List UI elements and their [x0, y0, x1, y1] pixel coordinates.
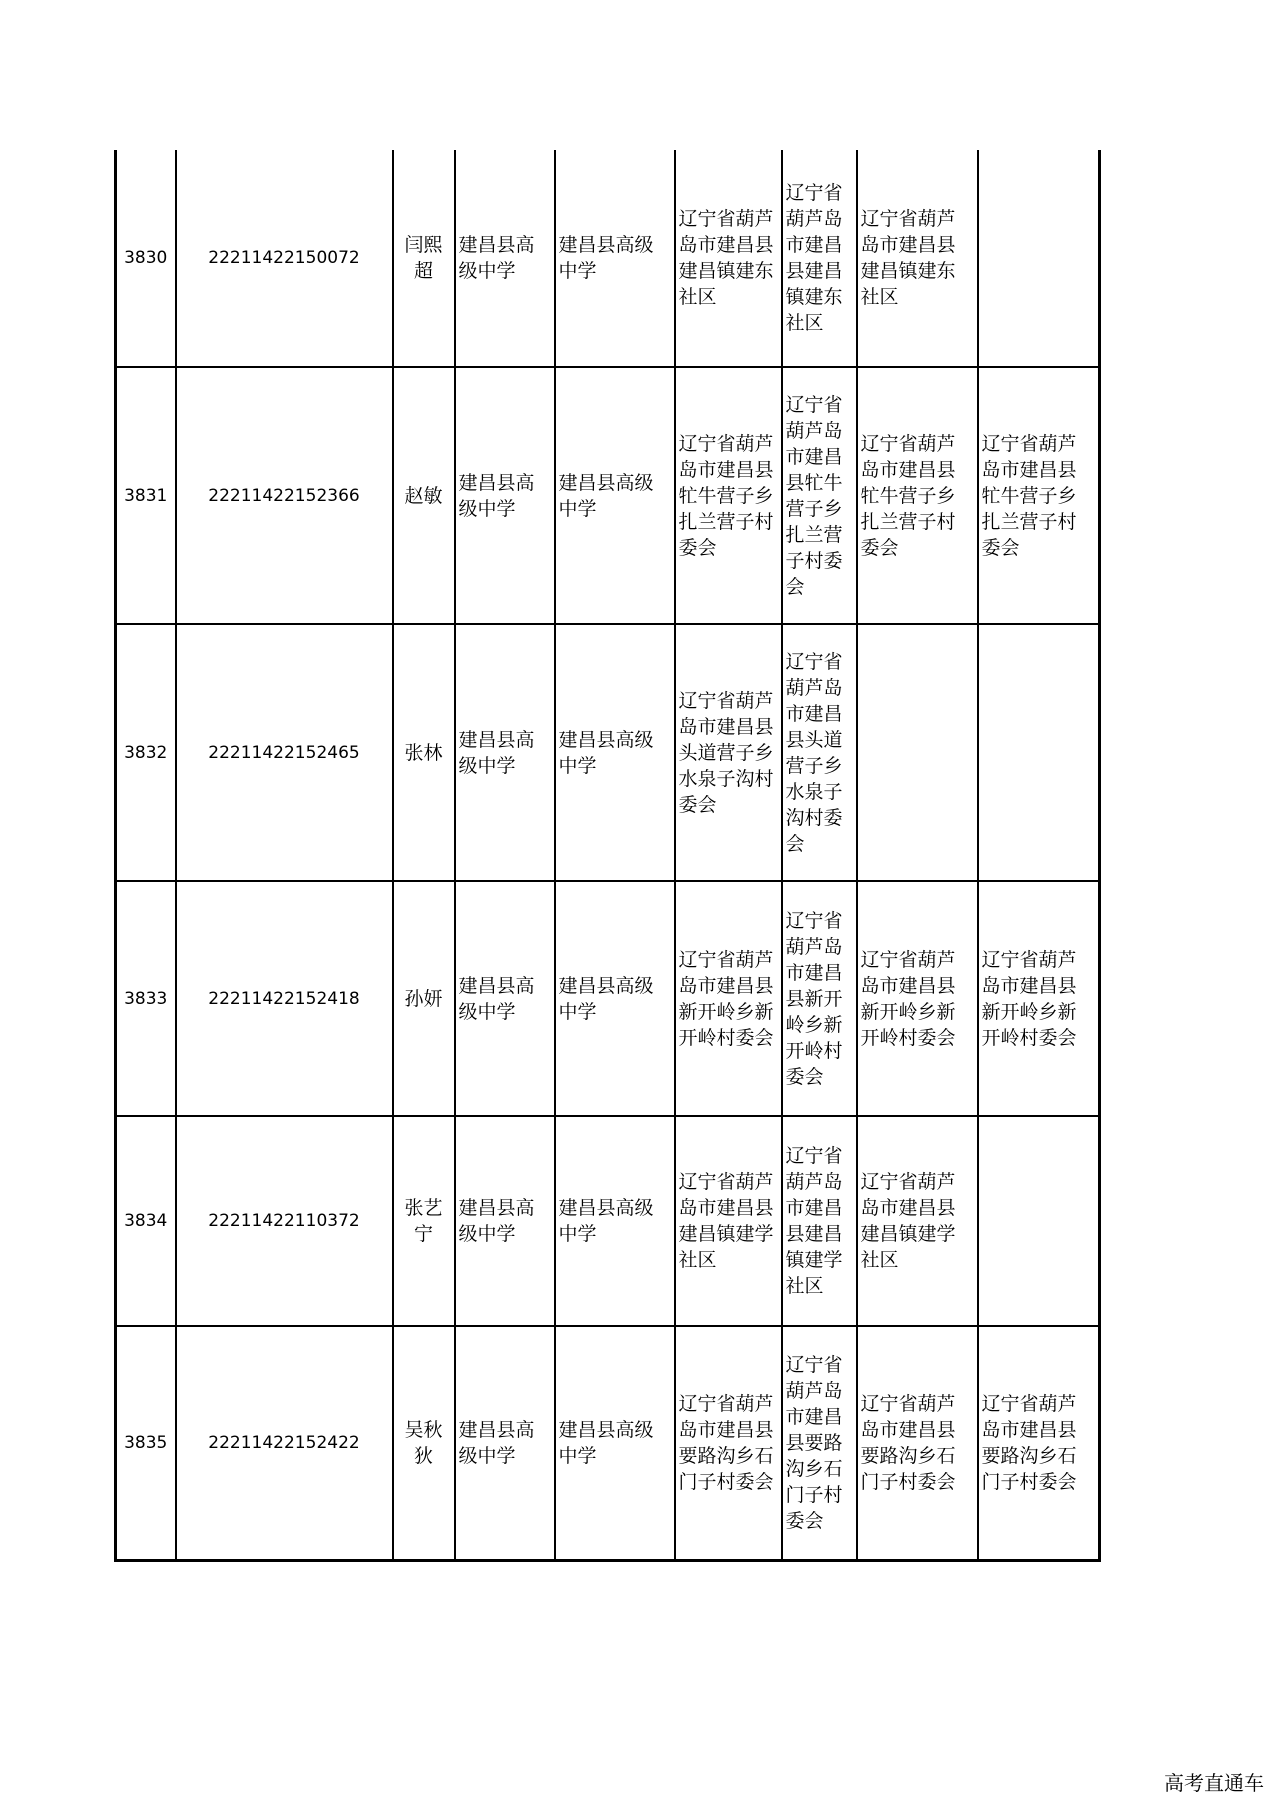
exam-id: 22211422152418	[176, 881, 393, 1116]
student-name: 闫熙超	[393, 150, 455, 367]
school-name: 建昌县高级中学	[455, 367, 555, 624]
address-1: 辽宁省葫芦岛市建昌县建昌镇建东社区	[675, 150, 782, 367]
table-row	[116, 624, 1100, 881]
school-name: 建昌县高级中学	[455, 624, 555, 881]
address-4: 辽宁省葫芦岛市建昌县牤牛营子乡扎兰营子村委会	[978, 367, 1100, 624]
address-4: 辽宁省葫芦岛市建昌县要路沟乡石门子村委会	[978, 1326, 1100, 1560]
row-number: 3832	[116, 624, 176, 881]
school-name-2: 建昌县高级中学	[555, 1116, 675, 1326]
address-2: 辽宁省葫芦岛市建昌县头道营子乡水泉子沟村委会	[782, 624, 857, 881]
watermark-text: 高考直通车	[1164, 1771, 1264, 1795]
table-row	[116, 367, 1100, 624]
school-name-2: 建昌县高级中学	[555, 1326, 675, 1560]
exam-id: 22211422150072	[176, 150, 393, 367]
student-name: 张林	[393, 624, 455, 881]
student-name: 吴秋狄	[393, 1326, 455, 1560]
address-4	[978, 624, 1100, 881]
address-4	[978, 150, 1100, 367]
table-row	[116, 150, 1100, 367]
row-number: 3834	[116, 1116, 176, 1326]
school-name-2: 建昌县高级中学	[555, 624, 675, 881]
address-3: 辽宁省葫芦岛市建昌县新开岭乡新开岭村委会	[857, 881, 978, 1116]
row-number: 3830	[116, 150, 176, 367]
school-name: 建昌县高级中学	[455, 1326, 555, 1560]
address-3	[857, 624, 978, 881]
school-name-2: 建昌县高级中学	[555, 367, 675, 624]
roster-table-container	[114, 150, 1101, 1562]
school-name: 建昌县高级中学	[455, 881, 555, 1116]
school-name-2: 建昌县高级中学	[555, 150, 675, 367]
address-2: 辽宁省葫芦岛市建昌县新开岭乡新开岭村委会	[782, 881, 857, 1116]
address-1: 辽宁省葫芦岛市建昌县要路沟乡石门子村委会	[675, 1326, 782, 1560]
exam-id: 22211422152422	[176, 1326, 393, 1560]
address-3: 辽宁省葫芦岛市建昌县建昌镇建东社区	[857, 150, 978, 367]
address-1: 辽宁省葫芦岛市建昌县新开岭乡新开岭村委会	[675, 881, 782, 1116]
table-row	[116, 1116, 1100, 1326]
row-number: 3833	[116, 881, 176, 1116]
school-name: 建昌县高级中学	[455, 1116, 555, 1326]
school-name-2: 建昌县高级中学	[555, 881, 675, 1116]
exam-id: 22211422110372	[176, 1116, 393, 1326]
school-name: 建昌县高级中学	[455, 150, 555, 367]
exam-id: 22211422152366	[176, 367, 393, 624]
address-4	[978, 1116, 1100, 1326]
table-row	[116, 1326, 1100, 1560]
address-1: 辽宁省葫芦岛市建昌县牤牛营子乡扎兰营子村委会	[675, 367, 782, 624]
table-row	[116, 881, 1100, 1116]
address-3: 辽宁省葫芦岛市建昌县牤牛营子乡扎兰营子村委会	[857, 367, 978, 624]
address-3: 辽宁省葫芦岛市建昌县建昌镇建学社区	[857, 1116, 978, 1326]
address-2: 辽宁省葫芦岛市建昌县建昌镇建东社区	[782, 150, 857, 367]
address-2: 辽宁省葫芦岛市建昌县牤牛营子乡扎兰营子村委会	[782, 367, 857, 624]
roster-table	[114, 150, 1101, 1562]
student-name: 孙妍	[393, 881, 455, 1116]
exam-id: 22211422152465	[176, 624, 393, 881]
address-3: 辽宁省葫芦岛市建昌县要路沟乡石门子村委会	[857, 1326, 978, 1560]
row-number: 3831	[116, 367, 176, 624]
address-4: 辽宁省葫芦岛市建昌县新开岭乡新开岭村委会	[978, 881, 1100, 1116]
address-2: 辽宁省葫芦岛市建昌县建昌镇建学社区	[782, 1116, 857, 1326]
address-2: 辽宁省葫芦岛市建昌县要路沟乡石门子村委会	[782, 1326, 857, 1560]
student-name: 张艺宁	[393, 1116, 455, 1326]
address-1: 辽宁省葫芦岛市建昌县建昌镇建学社区	[675, 1116, 782, 1326]
row-number: 3835	[116, 1326, 176, 1560]
student-name: 赵敏	[393, 367, 455, 624]
address-1: 辽宁省葫芦岛市建昌县头道营子乡水泉子沟村委会	[675, 624, 782, 881]
